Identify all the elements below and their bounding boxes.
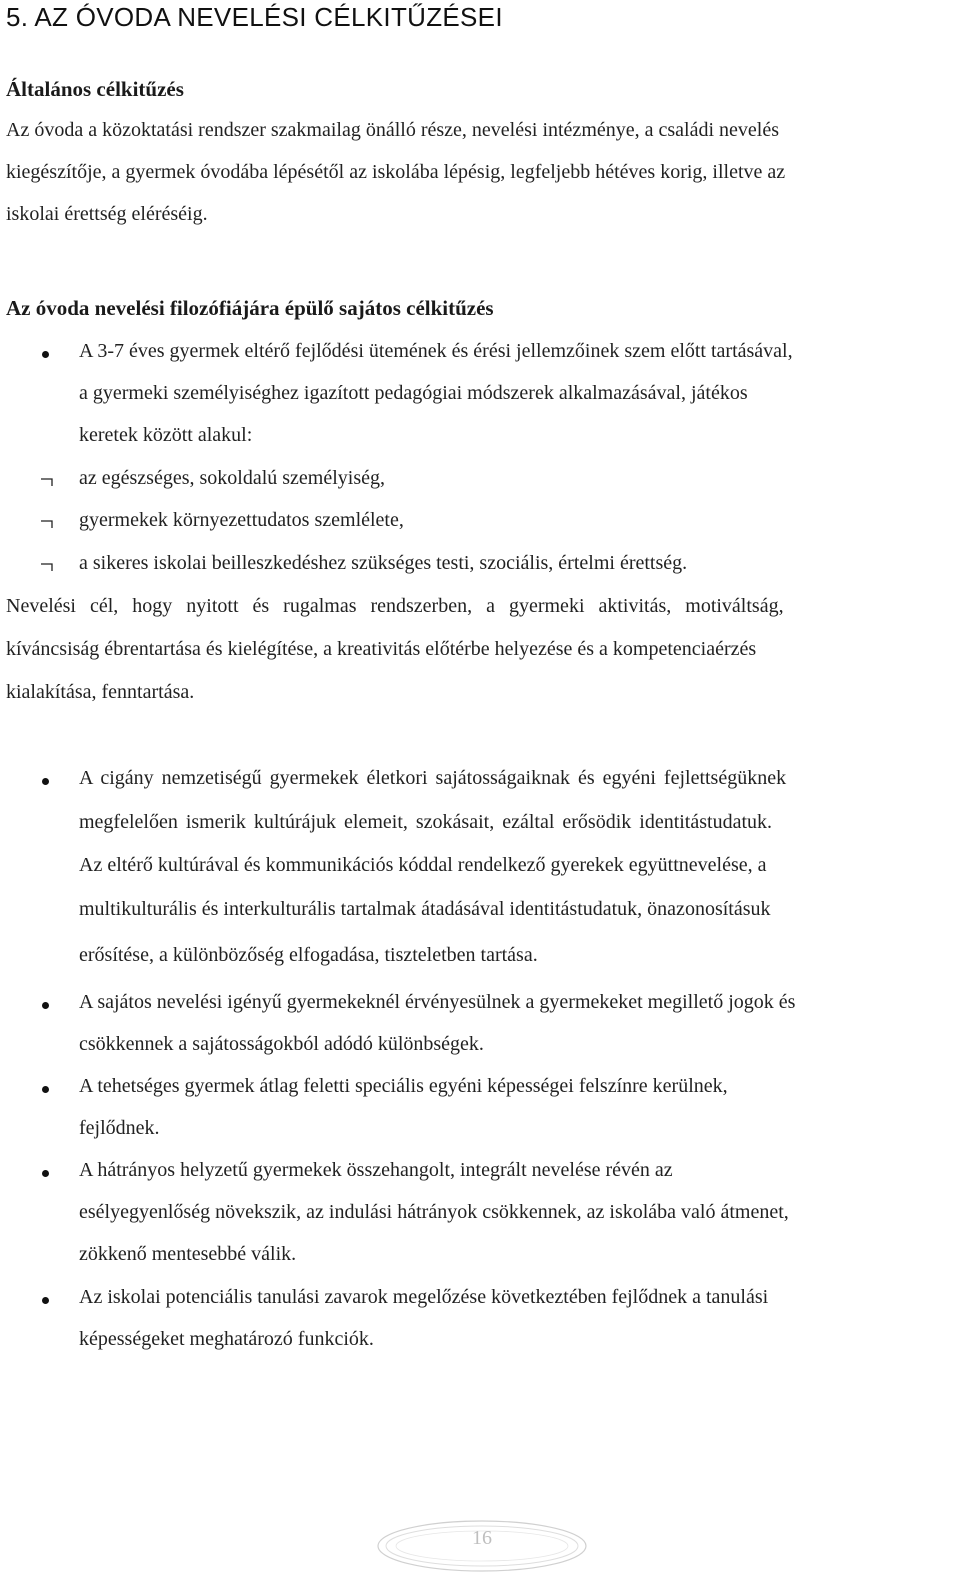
bullet1-line-2: a gyermeki személyiséghez igazított pedagógiai módszerek alkalmazásával, játékos [79,382,748,404]
bullet-disadv-line-3: zökkenő mentesebbé válik. [79,1243,297,1265]
subitem-3: a sikeres iskolai beilleszkedéshez szükséges testi, szociális, értelmi érettség. [79,552,688,574]
subitem-1: az egészséges, sokoldalú személyiség, [79,467,386,489]
bullet-talent-line-1: A tehetséges gyermek átlag feletti speciális egyéni képességei felszínre kerülnek, [79,1075,728,1097]
bullet-roma-line-5: erősítése, a különbözőség elfogadása, tiszteletben tartása. [79,944,538,966]
paragraph-line-2: kíváncsiság ébrentartása és kielégítése, a kreativitás előtérbe helyezése és a kompetenciaérzés [6,638,757,660]
bullet-sni-line-2: csökkennek a sajátosságokból adódó különbségek. [79,1033,484,1055]
subitem-2: gyermekek környezettudatos szemlélete, [79,509,404,531]
bullet-disadv-line-1: A hátrányos helyzetű gyermekek összehangolt, integrált nevelése révén az [79,1159,673,1181]
bullet-roma-line-4: multikulturális és interkulturális tartalmak átadásával identitástudatuk, önazonosításuk [79,898,771,920]
bullet-dot-icon [42,1170,49,1177]
bullet1-line-3: keretek között alakul: [79,424,253,446]
bullet-roma-line-3: Az eltérő kultúrával és kommunikációs kóddal rendelkező gyerekek együttnevelése, a [79,854,767,876]
section-title-general: Általános célkitűzés [6,77,184,101]
page-heading: 5. AZ ÓVODA NEVELÉSI CÉLKITŰZÉSEI [6,2,503,32]
negation-bullet-icon [40,560,54,574]
bullet-dot-icon [42,1086,49,1093]
bullet-roma-line-2: megfelelően ismerik kultúrájuk elemeit, szokásait, ezáltal erősödik identitástudatuk. [79,811,773,833]
bullet-talent-line-2: fejlődnek. [79,1117,160,1139]
bullet-dot-icon [42,351,49,358]
paragraph-line-1: Nevelési cél, hogy nyitott és rugalmas rendszerben, a gyermeki aktivitás, motiváltság, [6,595,784,617]
general-line-2: kiegészítője, a gyermek óvodába lépésétől az iskolába lépésig, legfeljebb hétéves korig, illetve az [6,161,786,183]
section-title-specific: Az óvoda nevelési filozófiájára épülő sajátos célkitűzés [6,296,494,320]
bullet-dot-icon [42,1297,49,1304]
bullet-dot-icon [42,1002,49,1009]
page-number: 16 [472,1527,492,1549]
bullet-sni-line-1: A sajátos nevelési igényű gyermekeknél érvényesülnek a gyermekeket megillető jogok és [79,991,796,1013]
paragraph-line-3: kialakítása, fenntartása. [6,681,195,703]
bullet-school-line-2: képességeket meghatározó funkciók. [79,1328,374,1350]
negation-bullet-icon [40,517,54,531]
negation-bullet-icon [40,475,54,489]
text-span: Az óvoda a közoktatási rendszer szakmailag önálló része, nevelési intézménye, a családi nevelés [6,119,779,141]
bullet-disadv-line-2: esélyegyenlőség növekszik, az indulási hátrányok csökkennek, az iskolába való átmenet, [79,1201,789,1223]
bullet1-line-1: A 3-7 éves gyermek eltérő fejlődési ütemének és érési jellemzőinek szem előtt tartásával, [79,340,793,362]
general-line-3: iskolai érettség eléréséig. [6,203,208,225]
page-number-footer [372,1512,592,1574]
general-line-1 [6,119,934,142]
bullet-dot-icon [42,778,49,785]
bullet-school-line-1: Az iskolai potenciális tanulási zavarok megelőzése következtében fejlődnek a tanulási [79,1286,769,1308]
bullet-roma-line-1: A cigány nemzetiségű gyermekek életkori sajátosságaiknak és egyéni fejlettségüknek [79,767,787,789]
